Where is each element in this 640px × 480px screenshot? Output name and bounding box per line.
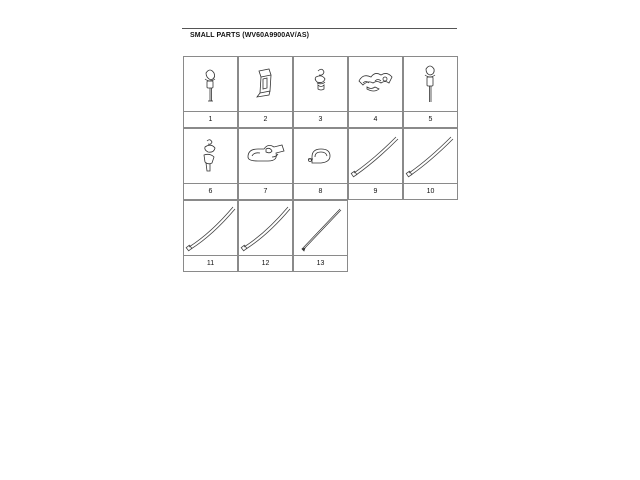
hook-clip-icon — [184, 129, 237, 184]
part-cell — [183, 200, 238, 272]
thin-cable-tie-icon — [294, 201, 347, 256]
part-number: 2 — [263, 116, 268, 123]
part-number: 12 — [261, 260, 270, 267]
cable-tie-icon — [404, 129, 457, 184]
part-cell — [293, 128, 348, 200]
part-cell — [238, 200, 293, 272]
large-clamp-icon — [239, 129, 292, 184]
part-number: 1 — [208, 116, 213, 123]
cable-tie-icon — [239, 201, 292, 256]
part-number: 11 — [206, 260, 215, 267]
part-number: 13 — [316, 260, 325, 267]
part-number: 10 — [426, 188, 435, 195]
p-clamp-icon — [294, 129, 347, 184]
page-title: SMALL PARTS (WV60A9900AV/AS) — [190, 32, 310, 39]
part-cell — [403, 128, 458, 200]
part-cell — [348, 128, 403, 200]
part-cell — [238, 56, 293, 128]
double-clamp-icon — [349, 57, 402, 112]
part-number: 6 — [208, 188, 213, 195]
part-number: 7 — [263, 188, 268, 195]
part-cell — [293, 56, 348, 128]
part-cell — [238, 128, 293, 200]
part-cell — [183, 56, 238, 128]
part-number: 5 — [428, 116, 433, 123]
bracket-clip-icon — [239, 57, 292, 112]
parts-grid — [183, 56, 458, 272]
cable-tie-icon — [184, 201, 237, 256]
header-rule — [182, 28, 457, 29]
part-number: 3 — [318, 116, 323, 123]
part-cell — [403, 56, 458, 128]
tie-clip-icon — [184, 57, 237, 112]
part-number: 8 — [318, 188, 323, 195]
tall-tie-clip-icon — [404, 57, 457, 112]
part-cell — [348, 56, 403, 128]
part-number: 9 — [373, 188, 378, 195]
part-number: 4 — [373, 116, 378, 123]
cable-tie-icon — [349, 129, 402, 184]
part-cell — [293, 200, 348, 272]
part-cell — [183, 128, 238, 200]
coil-clip-icon — [294, 57, 347, 112]
